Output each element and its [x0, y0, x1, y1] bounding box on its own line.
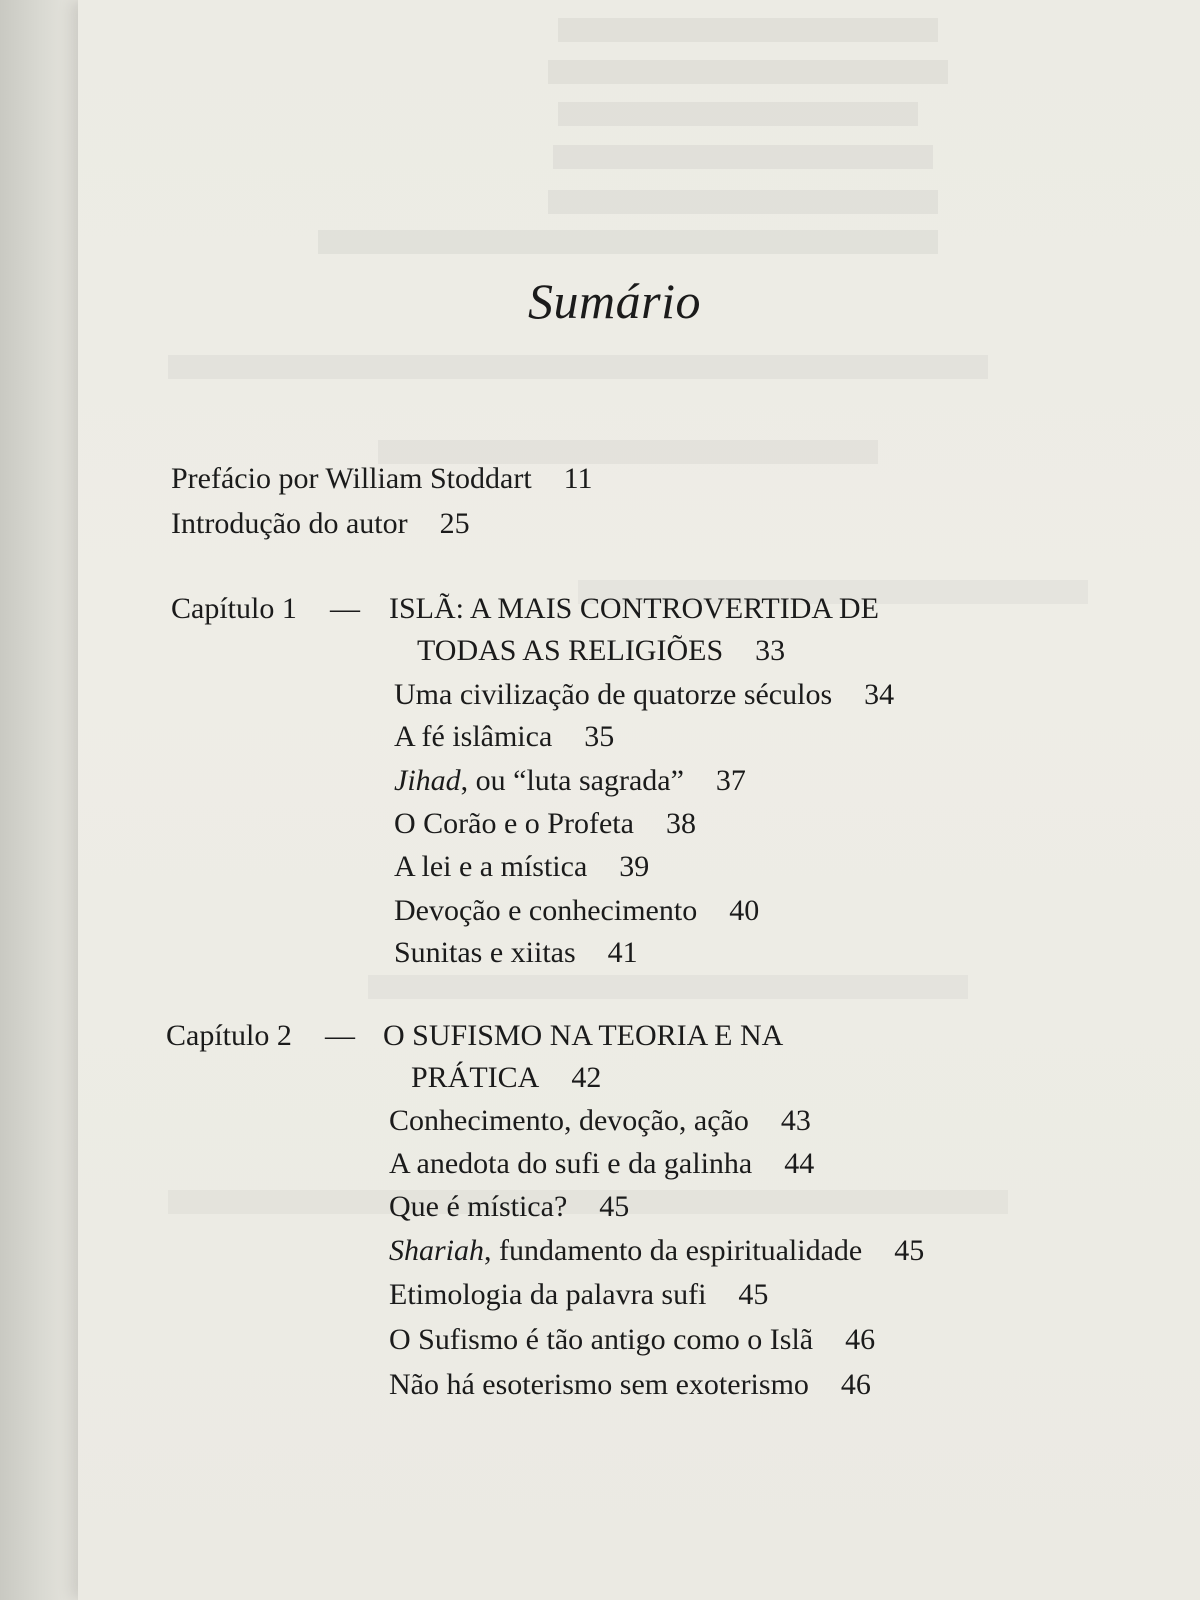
chapter-2-title-line2: PRÁTICA 42	[411, 1061, 602, 1094]
show-through-mark	[558, 102, 918, 126]
show-through-mark	[553, 145, 933, 169]
chapter-2-label: Capítulo 2	[166, 1019, 292, 1052]
toc-entry: A fé islâmica 35	[394, 720, 615, 753]
chapter-1-title-line1: ISLÃ: A MAIS CONTROVERTIDA DE	[389, 592, 879, 625]
chapter-1-page: 33	[755, 634, 786, 667]
toc-entry: Etimologia da palavra sufi 45	[389, 1278, 769, 1311]
toc-entry: Não há esoterismo sem exoterismo 46	[389, 1368, 871, 1401]
show-through-mark	[548, 190, 938, 214]
show-through-mark	[378, 440, 878, 464]
toc-entry: Devoção e conhecimento 40	[394, 894, 760, 927]
toc-entry-page: 11	[563, 462, 593, 495]
chapter-1-dash: —	[330, 592, 360, 625]
chapter-2-page: 42	[571, 1061, 602, 1094]
toc-entry: Sunitas e xiitas 41	[394, 936, 638, 969]
page-title: Sumário	[528, 273, 701, 329]
toc-entry-page: 25	[439, 507, 470, 540]
show-through-mark	[168, 355, 988, 379]
toc-entry: Que é mística? 45	[389, 1190, 630, 1223]
toc-entry: A anedota do sufi e da galinha 44	[389, 1147, 815, 1180]
chapter-1-label: Capítulo 1	[171, 592, 297, 625]
toc-entry: Uma civilização de quatorze séculos 34	[394, 678, 895, 711]
toc-entry-preface	[171, 464, 593, 494]
toc-entry: Shariah, fundamento da espiritualidade 45	[389, 1234, 925, 1267]
book-gutter	[0, 0, 90, 1600]
toc-entry: Jihad, ou “luta sagrada” 37	[394, 764, 746, 797]
toc-entry: A lei e a mística 39	[394, 850, 650, 883]
chapter-2-title-line1: O SUFISMO NA TEORIA E NA	[383, 1019, 784, 1052]
show-through-mark	[368, 975, 968, 999]
show-through-mark	[548, 60, 948, 84]
toc-entry: O Corão e o Profeta 38	[394, 807, 696, 840]
show-through-mark	[318, 230, 938, 254]
toc-entry-label: Introdução do autor	[171, 507, 408, 540]
toc-entry-label: Prefácio por William Stoddart	[171, 462, 532, 495]
toc-entry-introduction	[171, 509, 470, 539]
chapter-2-dash: —	[325, 1019, 355, 1052]
chapter-1-title-line2: TODAS AS RELIGIÕES 33	[417, 634, 786, 667]
toc-entry: O Sufismo é tão antigo como o Islã 46	[389, 1323, 876, 1356]
show-through-mark	[558, 18, 938, 42]
book-page	[78, 0, 1200, 1600]
toc-entry: Conhecimento, devoção, ação 43	[389, 1104, 811, 1137]
